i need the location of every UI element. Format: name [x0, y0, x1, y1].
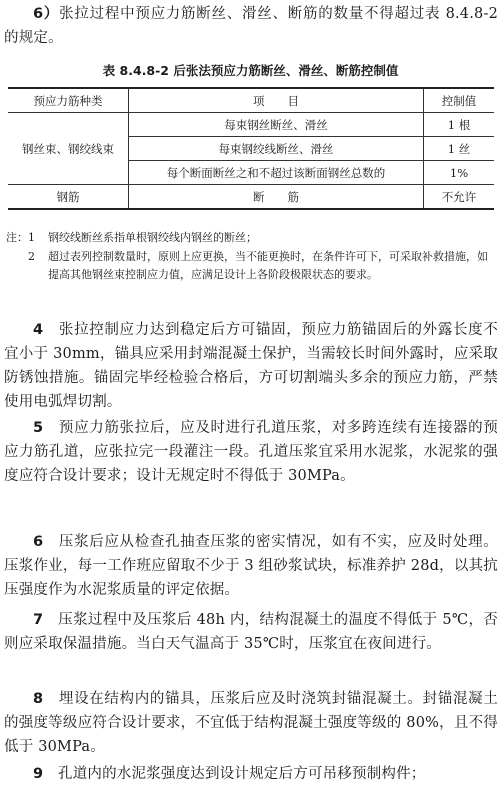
value-cell: 1 根 [424, 113, 495, 137]
note-item [6, 248, 498, 285]
paragraph-text: 预应力筋张拉后，应及时进行孔道压浆，对多跨连续有连接器的预应力筋孔道，应张拉完一段灌注一段。孔道压浆宜采用水泥浆，水泥浆的强度应符合设计要求；设计无规定时不得低于 30MPa。 [4, 420, 498, 484]
note-index: 2 [28, 249, 35, 263]
type-cell-rebar: 钢筋 [8, 185, 129, 210]
paragraph-9 [4, 762, 498, 786]
paragraph-text: 孔道内的水泥浆强度达到设计规定后方可吊移预制构件； [58, 766, 426, 782]
value-cell: 1 丝 [424, 137, 495, 161]
table-caption: 表 8.4.8-2 后张法预应力筋断丝、滑丝、断筋控制值 [102, 63, 399, 78]
paragraph-7 [4, 608, 498, 656]
paragraph-text: 埋设在结构内的锚具，压浆后应及时浇筑封锚混凝土。封锚混凝土的强度等级应符合设计要求，不宜低于结构混凝土强度等级的 80%，且不得低于 30MPa。 [4, 691, 498, 755]
paragraph-text: 压浆过程中及压浆后 48h 内，结构混凝土的温度不得低于 5℃，否则应采取保温措施。当白天气温高于 35℃时，压浆宜在夜间进行。 [4, 612, 498, 652]
paragraph-8 [4, 687, 498, 759]
table-row [8, 113, 494, 137]
table-row [8, 185, 494, 210]
note-text: 超过表列控制数量时，原则上应更换，当不能更换时，在条件许可下，可采取补救措施，如提高其他钢丝束控制应力值，应满足设计上各阶段极限状态的要求。 [48, 249, 488, 281]
header-type: 预应力筋种类 [8, 88, 129, 113]
paragraph-4 [4, 318, 498, 414]
paragraph-number: 5 [33, 420, 44, 436]
paragraph-number: 7 [33, 612, 44, 628]
intro-text: 张拉过程中预应力筋断丝、滑丝、断筋的数量不得超过表 8.4.8-2 的规定。 [4, 6, 498, 46]
value-cell: 1% [424, 161, 495, 185]
control-value-table [8, 87, 494, 210]
intro-number: 6） [33, 6, 60, 22]
table-notes [6, 229, 498, 285]
note-text: 钢绞线断丝系指单根钢绞线内钢丝的断丝； [48, 231, 257, 244]
paragraph-number: 9 [33, 766, 44, 782]
note-item [6, 229, 498, 248]
table-header-row [8, 88, 494, 113]
paragraph-text: 压浆后应从检查孔抽查压浆的密实情况，如有不实，应及时处理。压浆作业，每一工作班应留取不少于 3 组砂浆试块，标准养护 28d，以其抗压强度作为水泥浆质量的评定依据。 [4, 534, 498, 598]
header-item: 项 目 [129, 88, 424, 113]
item-cell: 每个断面断丝之和不超过该断面钢丝总数的 [129, 161, 424, 185]
paragraph-number: 8 [33, 691, 44, 707]
paragraph-5 [4, 416, 498, 488]
notes-label: 注： [6, 231, 28, 244]
paragraph-number: 6 [33, 534, 44, 550]
item-cell: 每束钢绞线断丝、滑丝 [129, 137, 424, 161]
value-cell: 不允许 [424, 185, 495, 210]
note-index: 1 [28, 231, 35, 244]
paragraph-number: 4 [33, 322, 44, 338]
paragraph-6 [4, 530, 498, 602]
item-cell: 每束钢丝断丝、滑丝 [129, 113, 424, 137]
item-cell: 断 筋 [129, 185, 424, 210]
type-cell-strand: 钢丝束、钢绞线束 [8, 113, 129, 185]
intro-paragraph [4, 2, 498, 50]
paragraph-text: 张拉控制应力达到稳定后方可锚固，预应力筋锚固后的外露长度不宜小于 30mm，锚具应采用封端混凝土保护，当需较长时间外露时，应采取防锈蚀措施。锚固完毕经检验合格后，方可切割端头多余的预应力筋，严禁使用电弧焊切割。 [4, 322, 498, 410]
header-value: 控制值 [424, 88, 495, 113]
